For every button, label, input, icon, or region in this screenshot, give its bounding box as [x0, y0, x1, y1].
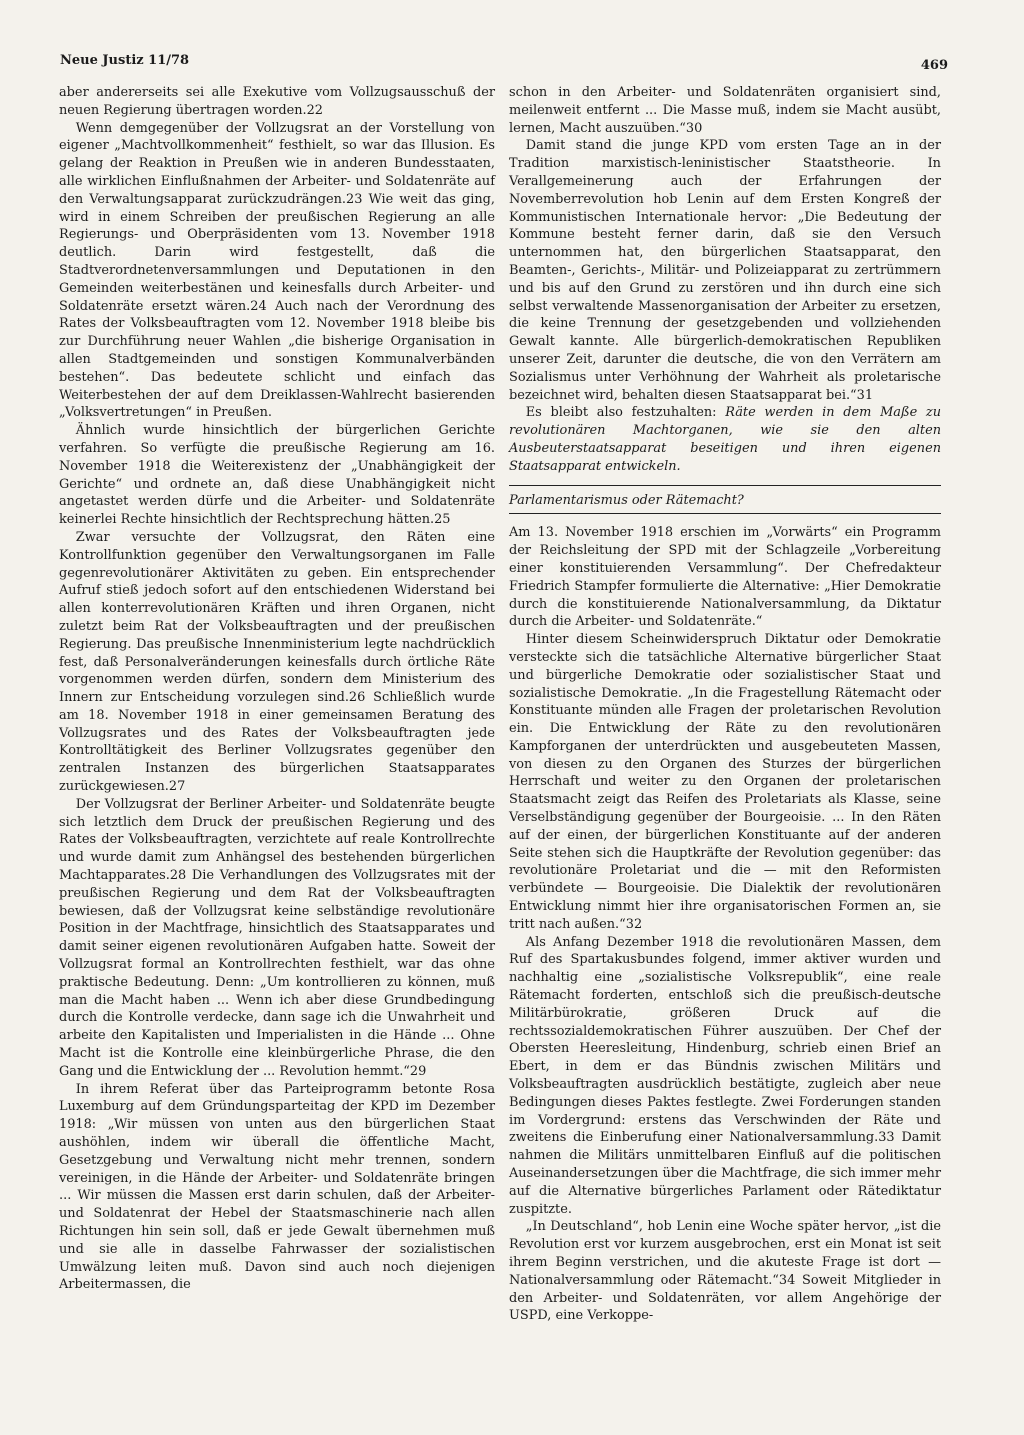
paragraph: Hinter diesem Scheinwiderspruch Diktatur oder Demokratie versteckte sich die tatsächliche Alternative bürgerlicher Staat und bürgerliche Demokratie oder sozialistischer Staat und sozialistische Demokratie. „In die Fragestellung Rätemacht oder Konstituante münden alle Fragen der proletarischen Revolution ein. Die Entwicklung der Räte zu den revolutionären Kampforganen der unterdrückten und ausgebeuteten Massen, von diesen zu den Organen des Sturzes der bürgerlichen Herrschaft und weiter zu den Organen der proletarischen Staatsmacht zeigt das Reifen des Proletariats als Klasse, seine Verselbständigung gegenüber der Bourgeoisie. ... In den Räten auf der einen, der bürgerlichen Konstituante auf der anderen Seite stehen sich die Hauptkräfte der Revolution gegenüber: das revolutionäre Proletariat und die — mit den Reformisten verbündete — Bourgeoisie. Die Dialektik der revolutionären Entwicklung nimmt hier ihre organisatorischen Formen an, sie tritt nach außen.“32 [509, 632, 941, 932]
page-header [60, 53, 948, 75]
page-number: 469 [920, 58, 948, 73]
section-divider [509, 513, 941, 514]
paragraph: „In Deutschland“, hob Lenin eine Woche später hervor, „ist die Revolution erst vor kurzem ausgebrochen, erst ein Monat ist seit ihrem Beginn verstrichen, und die akuteste Frage ist dort — Nationalversammlung oder Rätemacht.“34 Soweit Mitglieder in den Arbeiter- und Soldatenräten, vor allem Angehörige der USPD, eine Verkoppe- [509, 1219, 941, 1324]
paragraph: Wenn demgegenüber der Vollzugsrat an der Vorstellung von eigener „Machtvollkommenheit“ festhielt, so war das Illusion. Es gelang der Reaktion in Preußen wie in anderen Bundesstaaten, alle wirklichen Einflußnahmen der Arbeiter- und Soldatenräte auf den Verwaltungsapparat zurückzudrängen.23 Wie weit das ging, wird in einem Schreiben der preußischen Regierung an alle Regierungs- und Oberpräsidenten vom 13. November 1918 deutlich. Darin wird festgestellt, daß die Stadtverordnetenversammlungen und Deputationen in den Gemeinden weiterbestänen und keinesfalls durch Arbeiter- und Soldatenräte ersetzt wären.24 Auch nach der Verordnung des Rates der Volksbeauftragten vom 12. November 1918 bleibe bis zur Durchführung neuer Wahlen „die bisherige Organisation in allen Stadtgemeinden und sonstigen Kommunalverbänden bestehen“. Das bedeutete schlicht und einfach das Weiterbestehen der auf dem Dreiklassen-Wahlrecht basierenden „Volksvertretungen“ in Preußen. [59, 120, 495, 421]
conclusion-paragraph [509, 404, 941, 475]
section-heading: Parlamentarismus oder Rätemacht? [509, 492, 744, 508]
paragraph: In ihrem Referat über das Parteiprogramm betonte Rosa Luxemburg auf dem Gründungsparteitag der KPD im Dezember 1918: „Wir müssen von unten aus den bürgerlichen Staat aushöhlen, indem wir überall die öffentliche Macht, Gesetzgebung und Verwaltung nicht mehr trennen, sondern vereinigen, in die Hände der Arbeiter- und Soldatenräte bringen ... Wir müssen die Massen erst darin schulen, daß der Arbeiter- und Soldatenrat der Hebel der Staatsmaschinerie nach allen Richtungen hin sein soll, daß er jede Gewalt übernehmen muß und sie alle in dasselbe Fahrwasser der sozialistischen Umwälzung leiten muß. Davon sind auch noch diejenigen Arbeitermassen, die [59, 1081, 495, 1293]
paragraph: Der Vollzugsrat der Berliner Arbeiter- und Soldatenräte beugte sich letztlich dem Druck der preußischen Regierung und des Rates der Volksbeauftragten, verzichtete auf reale Kontrollrechte und wurde damit zum Anhängsel des bestehenden bürgerlichen Machtapparates.28 Die Verhandlungen des Vollzugsrates mit der preußischen Regierung und dem Rat der Volksbeauftragten bewiesen, daß der Vollzugsrat keine selbständige revolutionäre Position in der Machtfrage, hinsichtlich des Staatsapparates und damit seiner eigenen revolutionären Aufgaben hatte. Soweit der Vollzugsrat formal an Kontrollrechten festhielt, war das ohne praktische Bedeutung. Denn: „Um kontrollieren zu können, muß man die Macht haben ... Wenn ich aber diese Grundbedingung durch die Kontrolle verdecke, dann sage ich die Unwahrheit und arbeite den Kapitalisten und Imperialisten in die Hände ... Ohne Macht ist die Kontrolle eine kleinbürgerliche Phrase, die den Gang und die Entwicklung der ... Revolution hemmt.“29 [59, 796, 495, 1079]
conclusion-lead: Es bleibt also festzuhalten: [525, 405, 726, 421]
paragraph: Zwar versuchte der Vollzugsrat, den Räten eine Kontrollfunktion gegenüber den Verwaltungsorganen im Falle gegenrevolutionärer Aktivitäten zu geben. Ein entsprechender Aufruf stieß jedoch sofort auf den entschiedenen Widerstand bei allen konterrevolutionären Kräften und ihren Organen, nicht zuletzt beim Rat der Volksbeauftragten und der preußischen Regierung. Das preußische Innenministerium legte nachdrücklich fest, daß Personalveränderungen keinesfalls durch örtliche Räte vorgenommen werden dürfen, sondern dem Ministerium des Innern zur Entscheidung vorzulegen sind.26 Schließlich wurde am 18. November 1918 in einer gemeinsamen Beratung des Vollzugsrates und des Rates der Volksbeauftragten jede Kontrolltätigkeit des Berliner Vollzugsrates gegenüber den zentralen Instanzen des bürgerlichen Staatsapparates zurückgewiesen.27 [59, 529, 495, 795]
paragraph: Am 13. November 1918 erschien im „Vorwärts“ ein Programm der Reichsleitung der SPD mit der Schlagzeile „Vorbereitung einer konstituierenden Versammlung“. Der Chefredakteur Friedrich Stampfer formulierte die Alternative: „Hier Demokratie durch die konstituierende Nationalversammlung, da Diktatur durch die Arbeiter- und Soldatenräte.“ [509, 525, 941, 630]
paragraph: schon in den Arbeiter- und Soldatenräten organisiert sind, meilenweit entfernt ... Die Masse muß, indem sie Macht ausübt, lernen, Macht auszuüben.“30 [509, 85, 941, 136]
conclusion-emphasis: Räte werden in dem Maße zu revolutionären Machtorganen, wie sie den alten Ausbeuterstaatsapparat beseitigen und ihren eigenen Staatsapparat entwickeln. [509, 405, 941, 474]
right-column [509, 84, 941, 1325]
paragraph: Ähnlich wurde hinsichtlich der bürgerlichen Gerichte verfahren. So verfügte die preußische Regierung am 16. November 1918 die Weiterexistenz der „Unabhängigkeit der Gerichte“ und ordnete an, daß diese Unabhängigkeit nicht angetastet werden dürfe und die Arbeiter- und Soldatenräte keinerlei Rechte hinsichtlich der Rechtsprechung hätten.25 [59, 423, 495, 528]
paragraph: Als Anfang Dezember 1918 die revolutionären Massen, dem Ruf des Spartakusbundes folgend, immer aktiver wurden und nachhaltig eine „sozialistische Volksrepublik“, eine reale Rätemacht forderten, entschloß sich die preußisch-deutsche Militärbürokratie, größeren Druck auf die rechtssozialdemokratischen Führer auszuüben. Der Chef der Obersten Heeresleitung, Hindenburg, schrieb einen Brief an Ebert, in dem er das Bündnis zwischen Militärs und Volksbeauftragten ausdrücklich bestätigte, zugleich aber neue Bedingungen dieses Paktes festlegte. Zwei Forderungen standen im Vordergrund: erstens das Verschwinden der Räte und zweitens die Einberufung einer Nationalversammlung.33 Damit nahmen die Militärs unmittelbaren Einfluß auf die politischen Auseinandersetzungen über die Machtfrage, die sich immer mehr auf die Alternative bürgerliches Parlament oder Rätediktatur zuspitzte. [509, 934, 941, 1217]
left-column [59, 84, 495, 1294]
section-divider [509, 485, 941, 486]
paragraph: Damit stand die junge KPD vom ersten Tage an in der Tradition marxistisch-leninistischer Staatstheorie. In Verallgemeinerung auch der Erfahrungen der Novemberrevolution hob Lenin auf dem Ersten Kongreß der Kommunistischen Internationale hervor: „Die Bedeutung der Kommune besteht ferner darin, daß sie den Versuch unternommen hat, den bürgerlichen Staatsapparat, den Beamten-, Gerichts-, Militär- und Polizeiapparat zu zertrümmern und bis auf den Grund zu zerstören und ihn durch eine sich selbst verwaltende Massenorganisation der Arbeiter zu ersetzen, die keine Trennung der gesetzgebenden und vollziehenden Gewalt kannte. Alle bürgerlich-demokratischen Republiken unserer Zeit, darunter die deutsche, die von den Verrätern am Sozialismus unter Verhöhnung der Wahrheit als proletarische bezeichnet wird, behalten diesen Staatsapparat bei.“31 [509, 138, 941, 403]
paragraph: aber andererseits sei alle Exekutive vom Vollzugsausschuß der neuen Regierung übertragen worden.22 [59, 85, 495, 118]
journal-title: Neue Justiz 11/78 [60, 53, 190, 68]
